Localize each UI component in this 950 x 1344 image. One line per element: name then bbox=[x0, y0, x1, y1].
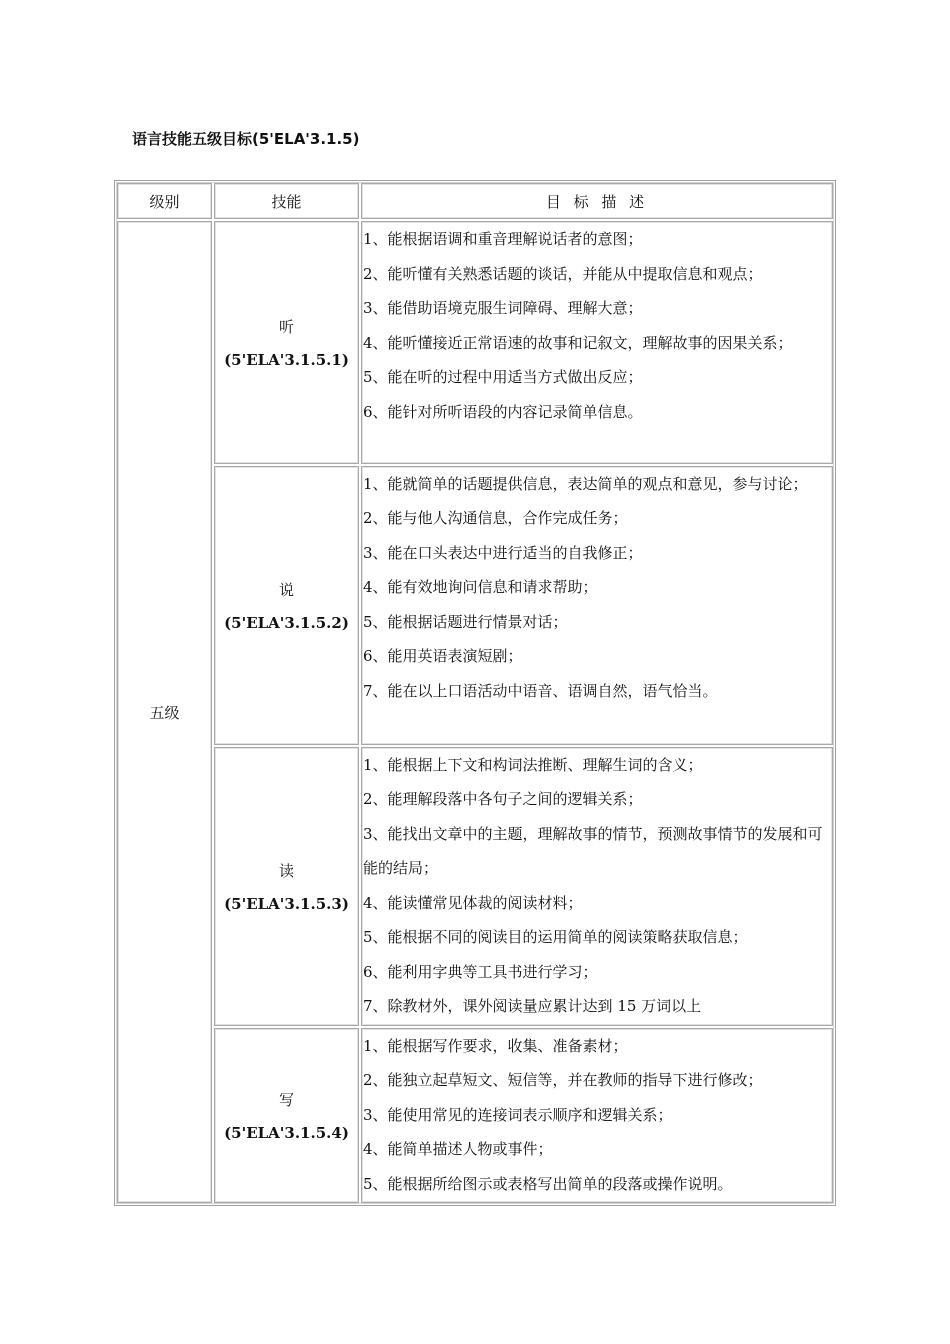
list-item: 5、能根据所给图示或表格写出简单的段落或操作说明。 bbox=[363, 1174, 733, 1193]
table-row bbox=[117, 466, 833, 745]
table-row bbox=[117, 221, 833, 464]
list-item: 2、能理解段落中各句子之间的逻辑关系； bbox=[363, 790, 643, 809]
skill-code: (5'ELA'3.1.5.1) bbox=[224, 350, 349, 369]
list-item: 4、能读懂常见体裁的阅读材料； bbox=[363, 893, 583, 912]
list-item: 2、能独立起草短文、短信等，并在教师的指导下进行修改； bbox=[363, 1071, 763, 1090]
list-item: 3、能使用常见的连接词表示顺序和逻辑关系； bbox=[363, 1105, 673, 1124]
list-item: 2、能听懂有关熟悉话题的谈话，并能从中提取信息和观点； bbox=[363, 264, 763, 283]
description-cell-listening bbox=[361, 221, 833, 464]
skill-code: (5'ELA'3.1.5.3) bbox=[224, 894, 349, 913]
skill-code: (5'ELA'3.1.5.2) bbox=[224, 613, 349, 632]
list-item: 4、能简单描述人物或事件； bbox=[363, 1140, 553, 1159]
header-skill: 技能 bbox=[214, 183, 359, 219]
list-item: 3、能在口头表达中进行适当的自我修正； bbox=[363, 543, 643, 562]
list-item: 1、能就简单的话题提供信息，表达简单的观点和意见，参与讨论； bbox=[363, 474, 808, 493]
list-item: 6、能利用字典等工具书进行学习； bbox=[363, 962, 598, 981]
skill-cell-listening bbox=[214, 221, 359, 464]
header-description: 目 标 描 述 bbox=[361, 183, 833, 219]
list-item: 4、能有效地询问信息和请求帮助； bbox=[363, 578, 598, 597]
table-header-row bbox=[117, 183, 833, 219]
skill-cell-writing bbox=[214, 1028, 359, 1203]
skill-cell-reading bbox=[214, 747, 359, 1026]
list-item: 1、能根据写作要求，收集、准备素材； bbox=[363, 1036, 628, 1055]
list-item: 6、能用英语表演短剧； bbox=[363, 647, 523, 666]
list-item: 5、能在听的过程中用适当方式做出反应； bbox=[363, 368, 643, 386]
list-item: 5、能根据不同的阅读目的运用简单的阅读策略获取信息； bbox=[363, 928, 748, 947]
skill-name: 说 bbox=[278, 580, 294, 599]
skill-name: 听 bbox=[278, 317, 294, 336]
list-item: 3、能借助语境克服生词障碍、理解大意； bbox=[363, 299, 643, 317]
skill-cell-speaking bbox=[214, 466, 359, 745]
skill-name: 写 bbox=[278, 1090, 294, 1109]
description-cell-writing bbox=[361, 1028, 833, 1203]
description-cell-speaking bbox=[361, 466, 833, 745]
list-item: 2、能与他人沟通信息，合作完成任务； bbox=[363, 509, 628, 528]
list-item: 3、能找出文章中的主题，理解故事的情节，预测故事情节的发展和可能的结局； bbox=[363, 824, 823, 878]
table-row bbox=[117, 747, 833, 1026]
list-item: 5、能根据话题进行情景对话； bbox=[363, 612, 568, 631]
description-cell-reading bbox=[361, 747, 833, 1026]
table-row bbox=[117, 1028, 833, 1203]
header-level: 级别 bbox=[117, 183, 212, 219]
skill-name: 读 bbox=[278, 861, 294, 880]
skill-code: (5'ELA'3.1.5.4) bbox=[224, 1123, 349, 1142]
list-item: 1、能根据上下文和构词法推断、理解生词的含义； bbox=[363, 755, 703, 774]
list-item: 4、能听懂接近正常语速的故事和记叙文，理解故事的因果关系； bbox=[363, 333, 793, 352]
list-item: 7、能在以上口语活动中语音、语调自然，语气恰当。 bbox=[363, 681, 718, 700]
list-item: 1、能根据语调和重音理解说话者的意图； bbox=[363, 230, 643, 248]
list-item: 6、能针对所听语段的内容记录简单信息。 bbox=[363, 402, 643, 421]
level-cell: 五级 bbox=[117, 221, 212, 1203]
skills-table bbox=[114, 180, 836, 1206]
document-title: 语言技能五级目标(5'ELA'3.1.5) bbox=[132, 130, 360, 148]
list-item: 7、除教材外，课外阅读量应累计达到 15 万词以上 bbox=[363, 997, 702, 1016]
